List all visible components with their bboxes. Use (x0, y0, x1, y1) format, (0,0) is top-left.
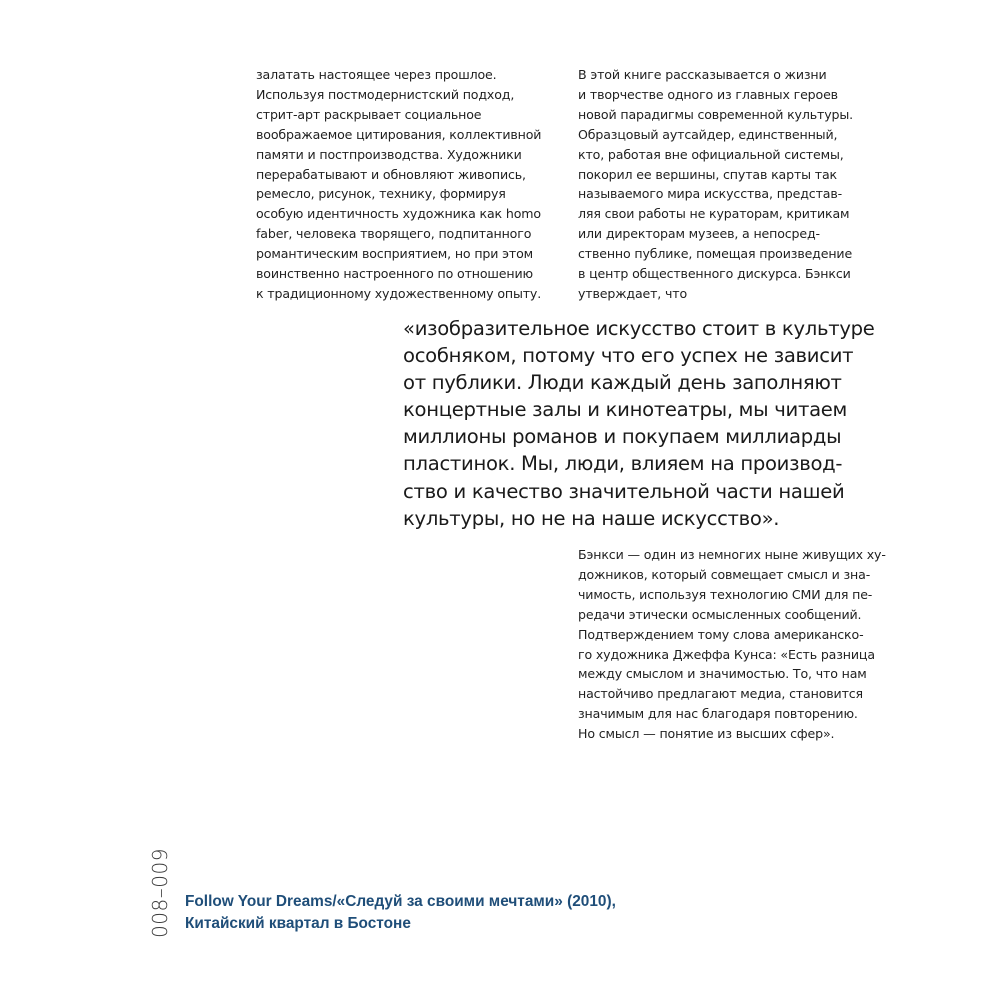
text-line: памяти и постпроизводства. Художники (256, 146, 522, 162)
text-line: воинственно настроенного по отношению (256, 266, 533, 282)
text-line: утверждает, что (578, 285, 688, 301)
quote-line: ство и качество значительной части нашей (403, 479, 845, 503)
text-line: залатать настоящее через прошлое. (256, 67, 497, 82)
quote-line: от публики. Люди каждый день заполняют (403, 371, 842, 395)
caption-title: Follow Your Dreams/«Следуй за своими мечтами» (2010), (185, 893, 616, 910)
text-line: кто, работая вне официальной системы, (578, 146, 844, 162)
text-line: Подтверждением тому слова американско- (578, 626, 864, 642)
text-line: покорил ее вершины, спутав карты так (578, 166, 837, 182)
caption-location: Китайский квартал в Бостоне (185, 915, 411, 932)
quote-line: культуры, но не на наше искусство». (403, 506, 780, 530)
text-line: перерабатывают и обновляют живопись, (256, 166, 526, 182)
quote-line: концертные залы и кинотеатры, мы читаем (403, 398, 848, 422)
text-line: новой парадигмы современной культуры. (578, 106, 853, 122)
quote-line: миллионы романов и покупаем миллиарды (403, 425, 842, 449)
quote-line: особняком, потому что его успех не зависит (403, 344, 854, 368)
text-line: к традиционному художественному опыту. (256, 285, 542, 301)
text-line: романтическим восприятием, но при этом (256, 246, 534, 262)
text-line: и творчестве одного из главных героев (578, 86, 838, 102)
right-text-column (578, 65, 853, 304)
text-line: между смыслом и значимостью. То, что нам (578, 666, 867, 682)
image-caption (185, 891, 616, 935)
lower-text-column (578, 545, 886, 744)
text-line: особую идентичность художника как homo (256, 206, 541, 222)
text-line: В этой книге рассказывается о жизни (578, 67, 827, 82)
text-line: чимость, используя технологию СМИ для пе- (578, 586, 873, 602)
quote-line: пластинок. Мы, люди, влияем на производ- (403, 452, 843, 476)
page-number: 008–009 (148, 848, 172, 938)
text-line: ственно публике, помещая произведение (578, 246, 853, 262)
text-line: го художника Джеффа Кунса: «Есть разница (578, 646, 875, 662)
text-line: дожников, который совмещает смысл и зна- (578, 566, 871, 582)
text-line: faber, человека творящего, подпитанного (256, 226, 532, 242)
text-line: или директорам музеев, а непосред- (578, 226, 820, 242)
text-line: воображаемое цитирования, коллективной (256, 126, 542, 142)
text-line: Используя постмодернистский подход, (256, 86, 515, 102)
text-line: ремесло, рисунок, технику, формируя (256, 186, 506, 202)
pull-quote (403, 315, 875, 532)
text-line: стрит-арт раскрывает социальное (256, 106, 482, 122)
text-line: редачи этически осмысленных сообщений. (578, 606, 862, 622)
text-line: Образцовый аутсайдер, единственный, (578, 126, 838, 142)
text-line: называемого мира искусства, представ- (578, 186, 842, 202)
text-line: Но смысл — понятие из высших сфер». (578, 726, 835, 742)
left-text-column (256, 65, 541, 304)
text-line: ляя свои работы не кураторам, критикам (578, 206, 850, 222)
text-line: в центр общественного дискурса. Бэнкси (578, 266, 851, 282)
text-line: Бэнкси — один из немногих ныне живущих ху- (578, 547, 886, 562)
text-line: значимым для нас благодаря повторению. (578, 706, 858, 722)
text-line: настойчиво предлагают медиа, становится (578, 686, 863, 702)
quote-line: «изобразительное искусство стоит в культуре (403, 317, 875, 340)
